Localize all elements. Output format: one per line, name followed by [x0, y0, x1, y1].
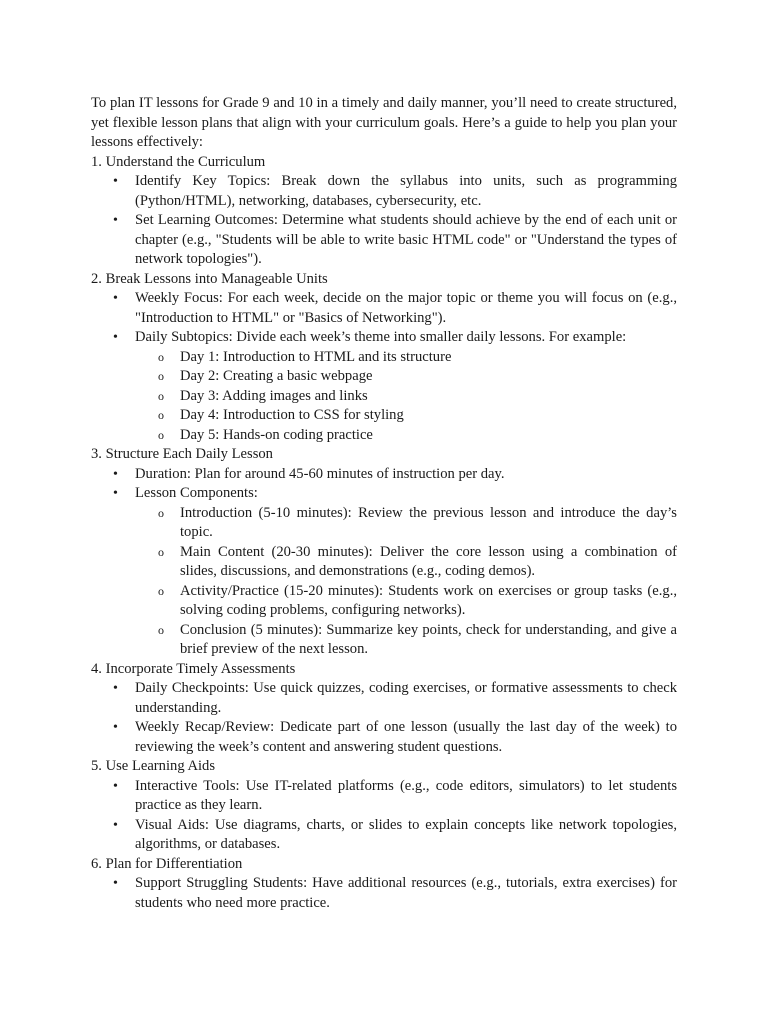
intro-paragraph: To plan IT lessons for Grade 9 and 10 in a timely and daily manner, you’ll need to create structured, yet flexible lesson plans that align with your curriculum goals. Here’s a guide to help you plan your lessons effectively: [91, 95, 677, 150]
sub-list-item [135, 504, 677, 543]
circle-bullet-icon: o [158, 505, 164, 520]
section-heading: 4. Incorporate Timely Assessments [91, 660, 296, 677]
list-item [91, 328, 677, 445]
section-heading: 6. Plan for Differentiation [91, 855, 243, 872]
sub-list-item-text: Day 2: Creating a basic webpage [180, 368, 373, 384]
bullet-icon [113, 211, 123, 231]
list-item [91, 211, 677, 270]
sub-list-item [135, 406, 677, 426]
list-item [91, 816, 677, 855]
list-item-text: Identify Key Topics: Break down the syllabus into units, such as programming (Python/HTML), networking, databases, cybersecurity, etc. [135, 173, 677, 209]
sub-list-item-text: Introduction (5-10 minutes): Review the previous lesson and introduce the day’s topic. [180, 504, 677, 540]
bullet-list [91, 679, 677, 757]
list-item-text: Weekly Recap/Review: Dedicate part of one lesson (usually the last day of the week) to reviewing the week’s content and answering student questions. [135, 719, 677, 755]
bullet-list [91, 172, 677, 270]
sub-list-item-text: Day 5: Hands-on coding practice [180, 426, 373, 443]
list-item [91, 465, 677, 485]
list-item-text: Visual Aids: Use diagrams, charts, or slides to explain concepts like network topologies, algorithms, or databases. [135, 816, 677, 852]
sub-list-item-text: Main Content (20-30 minutes): Deliver the core lesson using a combination of slides, discussions, and demonstrations (e.g., coding demos). [180, 543, 677, 579]
bullet-icon [113, 679, 123, 699]
circle-bullet-icon: o [158, 369, 164, 383]
section-heading: 5. Use Learning Aids [91, 758, 216, 774]
bullet-icon [113, 172, 123, 192]
circle-bullet-icon: o [158, 388, 164, 403]
list-item-text: Daily Subtopics: Divide each week’s theme into smaller daily lessons. For example: [135, 329, 627, 345]
bullet-icon [113, 874, 123, 894]
sub-list-item-text: Conclusion (5 minutes): Summarize key points, check for understanding, and give a brief preview of the next lesson. [180, 621, 677, 657]
bullet-list [91, 289, 677, 445]
circle-bullet-icon: o [158, 427, 164, 442]
list-item [91, 777, 677, 816]
sub-list-item [135, 543, 677, 582]
bullet-icon [113, 718, 123, 738]
list-item-text: Daily Checkpoints: Use quick quizzes, coding exercises, or formative assessments to check understanding. [135, 680, 677, 716]
sub-list-item-text: Activity/Practice (15-20 minutes): Students work on exercises or group tasks (e.g., solving coding problems, configuring networks). [180, 582, 677, 618]
list-item [91, 874, 677, 913]
sub-list-item [135, 387, 677, 407]
section-4 [91, 660, 677, 758]
document-page [91, 94, 677, 913]
sub-list-item-text: Day 3: Adding images and links [180, 387, 368, 404]
bullet-icon [113, 816, 123, 836]
sub-list-item [135, 426, 677, 446]
section-6 [91, 855, 677, 914]
list-item [91, 289, 677, 328]
circle-bullet-icon: o [158, 408, 164, 422]
sub-list-item-text: Day 1: Introduction to HTML and its structure [180, 348, 452, 365]
section-2 [91, 270, 677, 446]
list-item [91, 484, 677, 660]
circle-bullet-icon: o [158, 544, 164, 559]
bullet-icon [113, 465, 123, 485]
bullet-list [91, 874, 677, 913]
sub-list [135, 504, 677, 660]
sub-list-item [135, 348, 677, 368]
list-item [91, 172, 677, 211]
section-heading: 1. Understand the Curriculum [91, 153, 266, 170]
list-item-text: Interactive Tools: Use IT-related platforms (e.g., code editors, simulators) to let students practice as they learn. [135, 777, 677, 813]
bullet-list [91, 465, 677, 660]
sub-list-item [135, 367, 677, 387]
list-item-text: Lesson Components: [135, 485, 258, 501]
sub-list-item [135, 621, 677, 660]
sub-list-item [135, 582, 677, 621]
bullet-icon [113, 289, 123, 309]
circle-bullet-icon: o [158, 583, 164, 598]
section-heading: 2. Break Lessons into Manageable Units [91, 270, 328, 287]
list-item-text: Duration: Plan for around 45-60 minutes of instruction per day. [135, 465, 505, 482]
section-3 [91, 445, 677, 660]
list-item [91, 679, 677, 718]
sub-list-item-text: Day 4: Introduction to CSS for styling [180, 407, 404, 423]
list-item [91, 718, 677, 757]
section-1 [91, 153, 677, 270]
section-heading: 3. Structure Each Daily Lesson [91, 446, 273, 462]
circle-bullet-icon: o [158, 349, 164, 364]
circle-bullet-icon: o [158, 622, 164, 637]
section-5 [91, 757, 677, 855]
sub-list [135, 348, 677, 446]
list-item-text: Set Learning Outcomes: Determine what students should achieve by the end of each unit or chapter (e.g., "Students will be able to write basic HTML code" or "Understand the types of network topologies"). [135, 212, 677, 267]
list-item-text: Weekly Focus: For each week, decide on the major topic or theme you will focus on (e.g., "Introduction to HTML" or "Basics of Networking"). [135, 290, 677, 326]
bullet-icon [113, 777, 123, 797]
bullet-icon [113, 328, 123, 348]
bullet-icon [113, 484, 123, 504]
list-item-text: Support Struggling Students: Have additional resources (e.g., tutorials, extra exercises) for students who need more practice. [135, 875, 677, 911]
bullet-list [91, 777, 677, 855]
